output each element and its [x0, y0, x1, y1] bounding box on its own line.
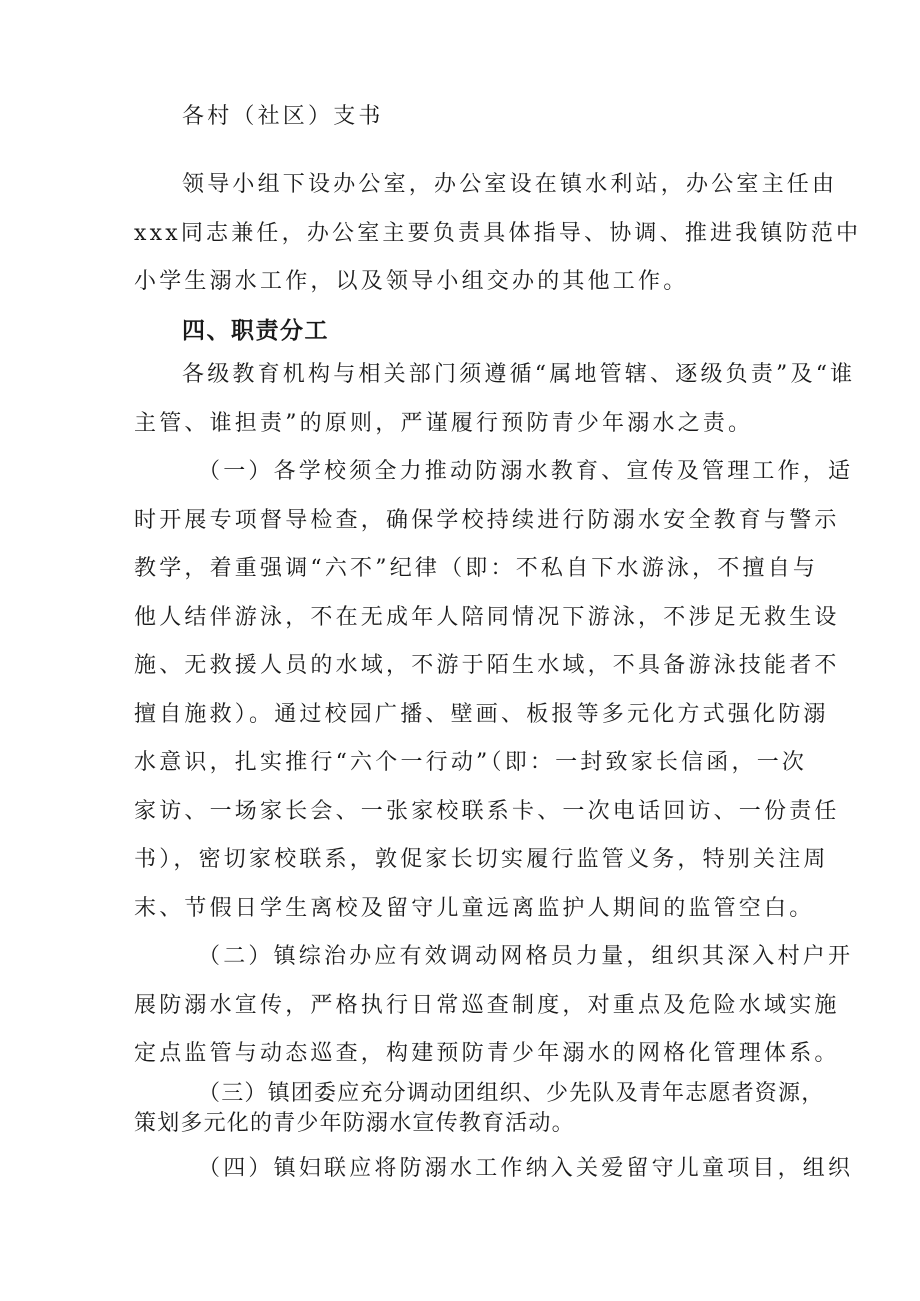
- text-line: 末、节假日学生离校及留守儿童远离监护人期间的监管空白。: [134, 895, 815, 921]
- paragraph-office: [134, 161, 862, 307]
- paragraph-item-4: [134, 1145, 854, 1194]
- section-heading: 四、职责分工: [182, 318, 329, 344]
- text-line: 各级教育机构与相关部门须遵循“属地管辖、逐级负责”及“谁: [182, 362, 856, 387]
- text-line: （二）镇综治办应有效调动网格员力量，组织其深入村户开: [198, 944, 854, 969]
- text-line: 展防溺水宣传，严格执行日常巡查制度，对重点及危险水域实施: [134, 992, 840, 1018]
- text-line: （四）镇妇联应将防溺水工作纳入关爱留守儿童项目，组织: [198, 1156, 854, 1181]
- text-line: 定点监管与动态巡查，构建预防青少年溺水的网格化管理体系。: [134, 1041, 840, 1066]
- text-line: 教学，着重强调“六不”纪律（即：不私自下水游泳，不擅自与: [134, 556, 819, 581]
- text-line: 时开展专项督导检查，确保学校持续进行防溺水安全教育与警示: [134, 507, 840, 533]
- text-line: 小学生溺水工作，以及领导小组交办的其他工作。: [134, 269, 689, 294]
- text-line: 水意识，扎实推行“六个一行动”（即：一封致家长信函，一次: [134, 750, 808, 775]
- text-line: 策划多元化的青少年防溺水宣传教育活动。: [134, 1111, 575, 1136]
- text-line: 施、无救援人员的水域，不游于陌生水域，不具备游泳技能者不: [134, 653, 840, 678]
- paragraph-item-1: [134, 448, 854, 933]
- text-line: 领导小组下设办公室，办公室设在镇水利站，办公室主任由: [182, 172, 838, 197]
- text-line: 各村（社区）支书: [182, 104, 384, 129]
- text-line: 书），密切家校联系，敦促家长切实履行监管义务，特别关注周: [134, 847, 829, 872]
- paragraph-item-2: [134, 933, 854, 1079]
- text-line: （一）各学校须全力推动防溺水教育、宣传及管理工作，适: [198, 459, 854, 484]
- text-line: （三）镇团委应充分调动团组织、少先队及青年志愿者资源，: [198, 1081, 825, 1106]
- text-line: 家访、一场家长会、一张家校联系卡、一次电话回访、一份责任: [134, 798, 840, 824]
- text-line: 擅自施救）。通过校园广播、壁画、板报等多元化方式强化防溺: [134, 701, 829, 727]
- text-line: xxx同志兼任，办公室主要负责具体指导、协调、推进我镇防范中: [134, 220, 862, 246]
- paragraph-principle: [134, 351, 856, 448]
- text-line: 他人结伴游泳，不在无成年人陪同情况下游泳，不涉足无救生设: [134, 604, 840, 630]
- paragraph-item-3: [134, 1079, 825, 1139]
- line-village-secretaries: [182, 93, 842, 142]
- text-line: 主管、谁担责”的原则，严谨履行预防青少年溺水之责。: [134, 410, 754, 436]
